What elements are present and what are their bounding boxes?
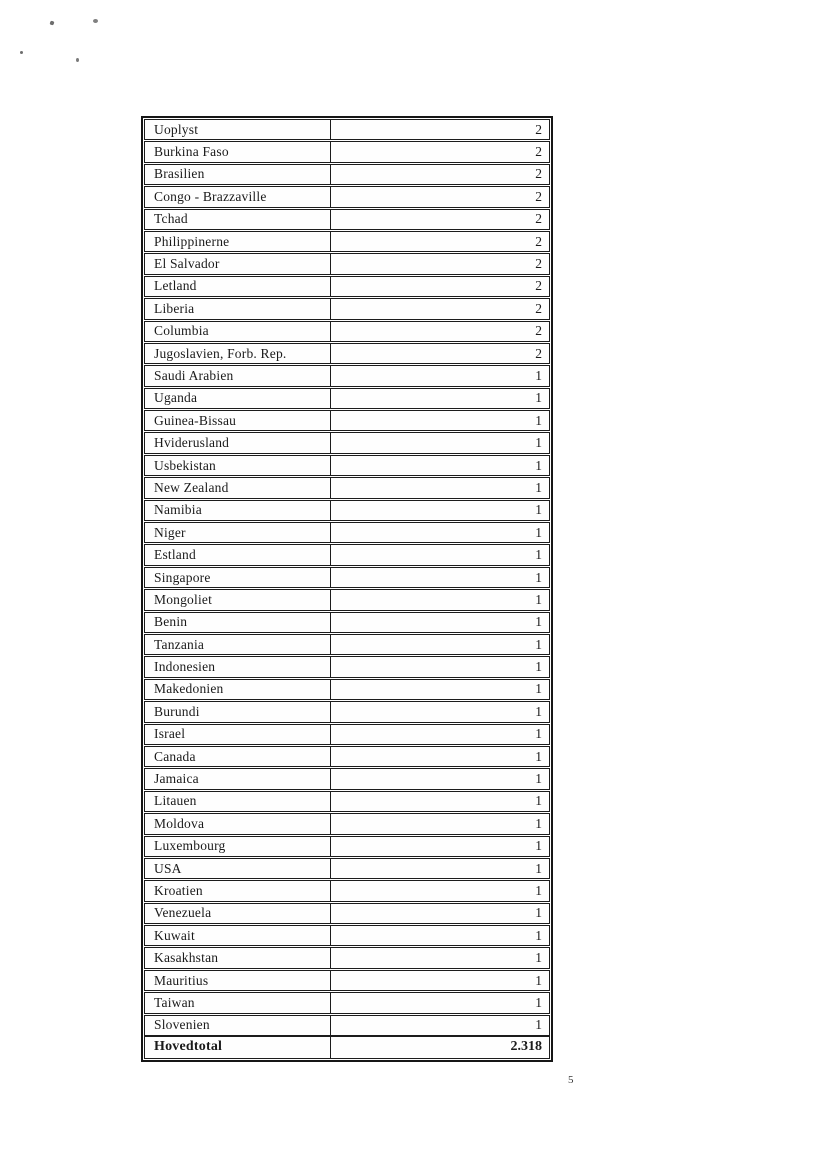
country-cell: Saudi Arabien (145, 366, 331, 385)
count-cell: 1 (535, 569, 542, 585)
country-cell: Litauen (145, 792, 331, 811)
table-row (144, 791, 550, 812)
count-cell: 1 (535, 748, 542, 764)
country-cell: Brasilien (145, 165, 331, 184)
scan-speck (93, 19, 98, 23)
country-cell: Kasakhstan (145, 948, 331, 967)
country-cell: Jugoslavien, Forb. Rep. (145, 344, 331, 363)
table-row (144, 432, 550, 453)
count-cell: 1 (535, 771, 542, 787)
country-cell: Philippinerne (145, 232, 331, 251)
country-cell: New Zealand (145, 478, 331, 497)
country-count-table (141, 116, 553, 1062)
country-cell: Tchad (145, 210, 331, 229)
count-cell: 1 (535, 905, 542, 921)
count-cell: 1 (535, 726, 542, 742)
country-cell: Venezuela (145, 904, 331, 923)
scan-speck (20, 51, 23, 54)
count-cell: 2 (535, 345, 542, 361)
country-cell: Jamaica (145, 769, 331, 788)
count-cell: 1 (535, 681, 542, 697)
table-row (144, 567, 550, 588)
count-cell: 1 (535, 927, 542, 943)
count-cell: 1 (535, 994, 542, 1010)
country-cell: Uganda (145, 389, 331, 408)
table-row (144, 253, 550, 274)
count-cell: 2 (535, 188, 542, 204)
count-cell: 1 (535, 457, 542, 473)
table-row (144, 298, 550, 319)
count-cell: 1 (535, 815, 542, 831)
country-cell: Hviderusland (145, 433, 331, 452)
country-cell: Benin (145, 613, 331, 632)
country-cell: Guinea-Bissau (145, 411, 331, 430)
table-row (144, 768, 550, 789)
table-row (144, 1015, 550, 1036)
table-row (144, 119, 550, 140)
table-row (144, 164, 550, 185)
scan-speck (49, 20, 54, 25)
table-row (144, 836, 550, 857)
country-cell: Estland (145, 545, 331, 564)
scan-speck (76, 58, 79, 62)
count-cell: 2 (535, 300, 542, 316)
country-cell: Singapore (145, 568, 331, 587)
table-row (144, 656, 550, 677)
country-cell: Makedonien (145, 680, 331, 699)
table-row (144, 321, 550, 342)
country-cell: Indonesien (145, 657, 331, 676)
table-row (144, 365, 550, 386)
country-cell: Liberia (145, 299, 331, 318)
count-cell: 1 (535, 435, 542, 451)
table-row (144, 679, 550, 700)
count-cell: 1 (535, 860, 542, 876)
total-label-cell: Hovedtotal (145, 1037, 331, 1058)
count-cell: 2 (535, 323, 542, 339)
table-row (144, 992, 550, 1013)
count-cell: 1 (535, 1017, 542, 1033)
country-cell: Israel (145, 725, 331, 744)
country-cell: Letland (145, 277, 331, 296)
table-row (144, 477, 550, 498)
table-row (144, 701, 550, 722)
country-cell: USA (145, 859, 331, 878)
count-cell: 1 (535, 838, 542, 854)
country-cell: Niger (145, 523, 331, 542)
count-cell: 1 (535, 367, 542, 383)
count-cell: 1 (535, 882, 542, 898)
count-cell: 1 (535, 524, 542, 540)
table-row (144, 141, 550, 162)
count-cell: 2 (535, 144, 542, 160)
country-cell: Usbekistan (145, 456, 331, 475)
page-number: 5 (568, 1074, 574, 1086)
country-cell: Luxembourg (145, 837, 331, 856)
count-cell: 1 (535, 547, 542, 563)
table-row (144, 522, 550, 543)
count-cell: 1 (535, 412, 542, 428)
table-row (144, 589, 550, 610)
country-cell: Columbia (145, 322, 331, 341)
table-row (144, 746, 550, 767)
table-row (144, 343, 550, 364)
count-cell: 1 (535, 636, 542, 652)
country-cell: Kuwait (145, 926, 331, 945)
country-cell: Moldova (145, 814, 331, 833)
table-row (144, 231, 550, 252)
country-cell: Uoplyst (145, 120, 331, 139)
table-row (144, 925, 550, 946)
count-cell: 2 (535, 233, 542, 249)
count-cell: 2 (535, 121, 542, 137)
count-cell: 1 (535, 793, 542, 809)
table-row (144, 276, 550, 297)
country-cell: Mauritius (145, 971, 331, 990)
table-row (144, 970, 550, 991)
table-row (144, 410, 550, 431)
count-cell: 2 (535, 166, 542, 182)
count-cell: 1 (535, 390, 542, 406)
count-cell: 1 (535, 614, 542, 630)
table-row (144, 388, 550, 409)
table-row (144, 612, 550, 633)
table-row (144, 947, 550, 968)
count-cell: 1 (535, 703, 542, 719)
count-cell: 2 (535, 278, 542, 294)
count-cell: 1 (535, 591, 542, 607)
table-row (144, 880, 550, 901)
table-body (144, 119, 550, 1036)
country-cell: Mongoliet (145, 590, 331, 609)
count-cell: 2 (535, 256, 542, 272)
country-cell: Taiwan (145, 993, 331, 1012)
table-row (144, 500, 550, 521)
total-value-cell: 2.318 (510, 1039, 542, 1055)
table-total-row (144, 1036, 550, 1059)
count-cell: 2 (535, 211, 542, 227)
country-cell: Congo - Brazzaville (145, 187, 331, 206)
table-row (144, 209, 550, 230)
country-cell: Slovenien (145, 1016, 331, 1035)
table-row (144, 813, 550, 834)
count-cell: 1 (535, 659, 542, 675)
country-cell: Namibia (145, 501, 331, 520)
table-row (144, 858, 550, 879)
country-cell: Burundi (145, 702, 331, 721)
table-row (144, 903, 550, 924)
count-cell: 1 (535, 502, 542, 518)
country-cell: El Salvador (145, 254, 331, 273)
country-cell: Tanzania (145, 635, 331, 654)
country-cell: Kroatien (145, 881, 331, 900)
country-cell: Burkina Faso (145, 142, 331, 161)
table-row (144, 544, 550, 565)
table-row (144, 455, 550, 476)
count-cell: 1 (535, 479, 542, 495)
count-cell: 1 (535, 950, 542, 966)
table-row (144, 186, 550, 207)
count-cell: 1 (535, 972, 542, 988)
table-row (144, 634, 550, 655)
country-cell: Canada (145, 747, 331, 766)
table-row (144, 724, 550, 745)
